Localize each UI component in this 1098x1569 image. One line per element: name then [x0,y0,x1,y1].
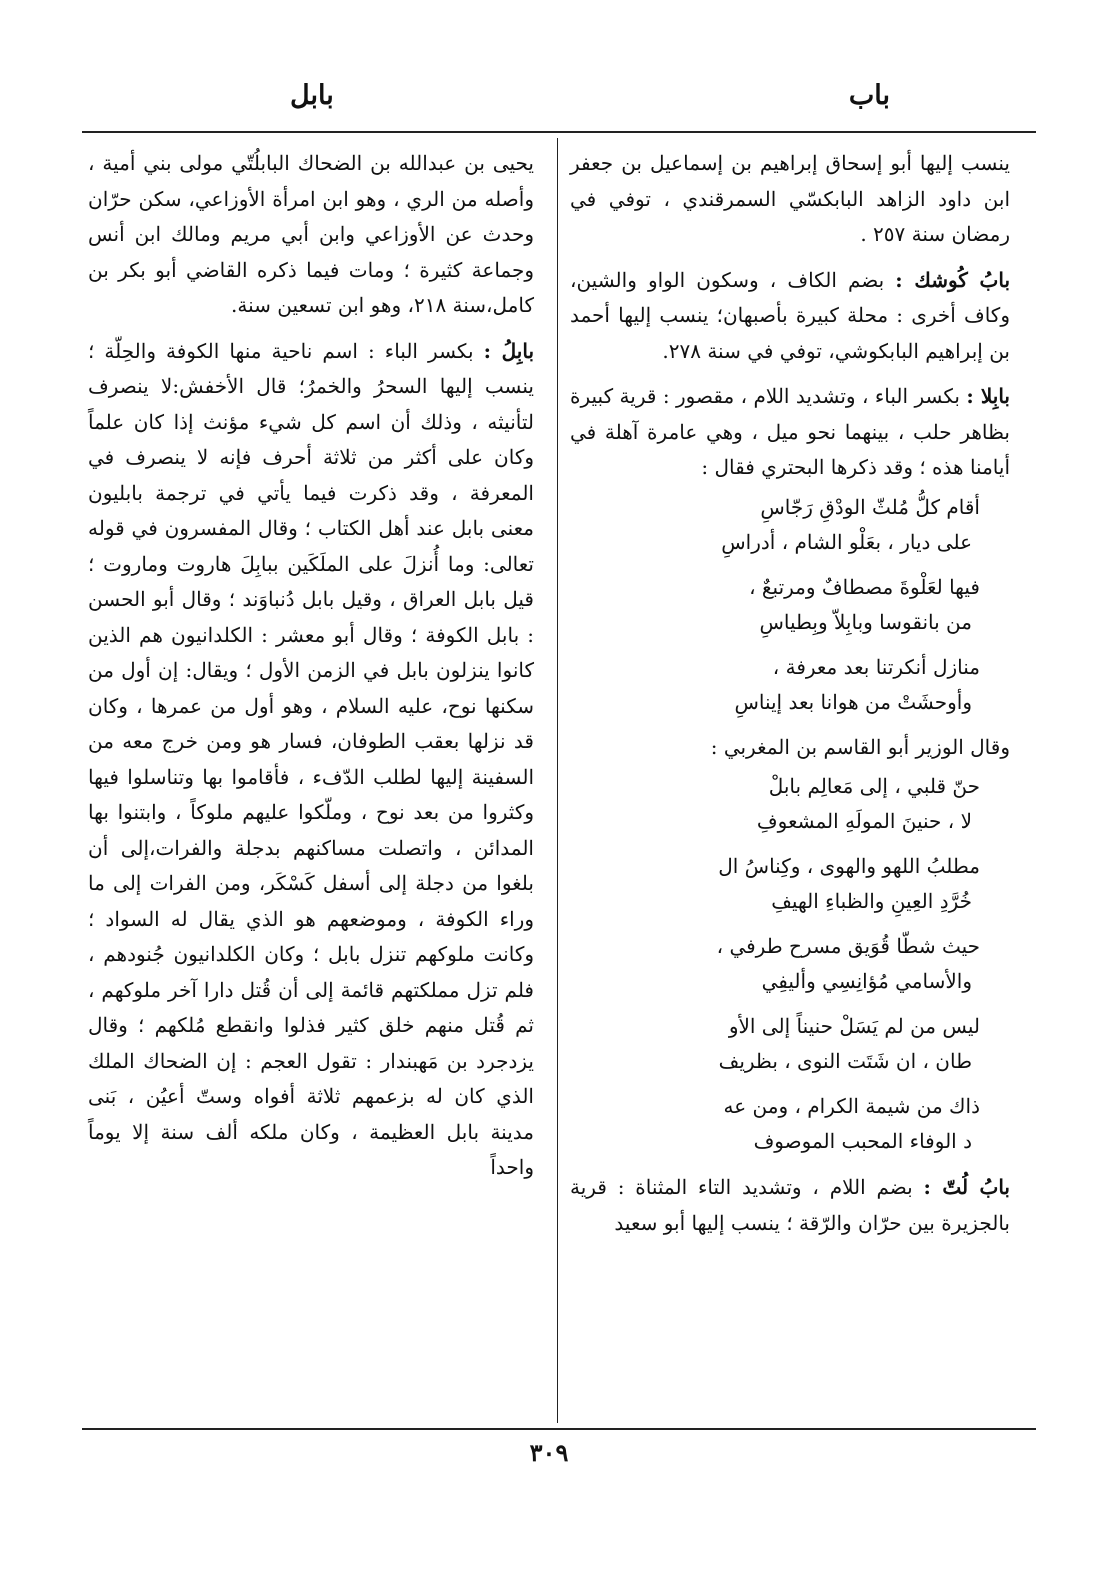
hemistich: حنّ قلبي ، إلى مَعالِم بابلْ [768,774,980,798]
top-rule [82,131,1036,133]
verse [570,490,980,560]
entry-bab-kushk [570,262,1010,370]
hemistich: طان ، ان شَتَت النوى ، بظريف [718,1049,972,1073]
running-head-right: باب [848,80,890,111]
hemistich: ليس من لم يَسَلْ حنيناً إلى الأو [728,1014,980,1038]
hemistich: منازل أنكرتنا بعد معرفة ، [772,654,980,679]
hemistich: د الوفاء المحبب الموصوف [753,1129,972,1153]
entry-text: بكسر الباء : اسم ناحية منها الكوفة والحِلّة ؛ ينسب إليها السحرُ والخمرُ؛ قال الأخفش:لا ينصرف لتأنيثه ، وذلك أن اسم كل شيء مؤنث إذا كان علماً وكان على أكثر من ثلاثة أحرف فإنه لا ينصرف في المعرفة ، وقد ذكرت فيما يأتي في ترجمة بابليون معنى بابل عند أهل الكتاب ؛ وقال المفسرون في قوله تعالى: وما أُنزلَ على الملَكَين ببابِلَ هاروت وماروت ؛ قيل بابل العراق ، وقيل بابل دُنباوَند ؛ وقال أبو الحسن : بابل الكوفة ؛ وقال أبو معشر : الكلدانيون هم الذين كانوا ينزلون بابل في الزمن الأول ؛ ويقال: إن أول من سكنها نوح، عليه السلام ، وهو أول من عمرها ، وكان قد نزلها بعقب الطوفان، فسار هو ومن خرج معه من السفينة إليها لطلب الدّفء ، فأقاموا بها وتناسلوا فيها وكثروا من بعد نوح ، وملّكوا عليهم ملوكاً ، وابتنوا بها المدائن ، واتصلت مساكنهم بدجلة والفرات،إلى أن بلغوا من دجلة إلى أسفل كَسْكَر، ومن الفرات إلى ما وراء الكوفة ، وموضعهم هو الذي يقال له السواد ؛ وكانت ملوكهم تنزل بابل ؛ وكان الكلدانيون جُنودهم ، فلم تزل مملكتهم قائمة إلى أن قُتل دارا آخر ملوكهم ، ثم قُتل منهم خلق كثير فذلوا وانقطع مُلكهم ؛ وقال يزدجرد بن مَهبندار : تقول العجم : إن الضحاك الملك الذي كان له بزعمهم ثلاثة أفواه وستّ أعيُن ، بَنى مدينة بابل العظيمة ، وكان ملكه ألف سنة إلا يوماً واحداً [88,338,535,1179]
verse [570,1009,980,1079]
page-number: ٣٠٩ [529,1438,569,1467]
verse [570,849,980,919]
right-column [570,146,1010,1241]
hemistich: حيث شطّا قُوَيق مسرح طرفي ، [716,934,980,958]
poem-intro: وقال الوزير أبو القاسم بن المغربي : [710,734,1010,759]
entry-babil [88,333,534,1186]
verse [570,570,980,640]
entry-headword: بابِلُ : [483,338,535,363]
hemistich: أقام كلُّ مُلثّ الودْقِ رَجّاسِ [760,494,980,519]
hemistich: والأسامي مُؤانِسِي وأليفِي [761,969,972,993]
verse [570,769,980,839]
running-head-left: بابل [290,80,334,111]
verse [570,1089,980,1159]
verse [570,650,980,720]
column-divider [557,138,558,1423]
poem-bohtori [570,490,1010,720]
entry-headword: بابُ كُوشك : [895,267,1011,292]
hemistich: فيها لعَلْوةَ مصطافٌ ومرتبعٌ ، [749,574,980,599]
entry-headword: بابُ لُتّ : [923,1175,1010,1199]
continuation-paragraph: ينسب إليها أبو إسحاق إبراهيم بن إسماعيل بن جعفر ابن داود الزاهد البابكسّي السمرقندي ، توفي في رمضان سنة ٢٥٧ . [570,151,1011,246]
continuation-paragraph: يحيى بن عبدالله بن الضحاك البابلُتّي مولى بني أمية ، وأصله من الري ، وهو ابن امرأة الأوزاعي، سكن حرّان وحدث عن الأوزاعي وابن أبي مريم ومالك ابن أنس وجماعة كثيرة ؛ ومات فيما ذكره القاضي أبو بكر بن كامل،سنة ٢١٨، وهو ابن تسعين سنة. [88,151,534,317]
hemistich: ذاك من شيمة الكرام ، ومن عه [723,1094,980,1118]
left-column [88,146,534,1186]
entry-babila [570,378,1010,486]
entry-text: بضم اللام ، وتشديد التاء المثناة : قرية بالجزيرة بين حرّان والرّقة ؛ ينسب إليها أبو سعيد [570,1175,1010,1235]
hemistich: من بانقوسا وبابِلاّ وبِطياسِ [759,609,972,634]
hemistich: على ديار ، بعَلْو الشام ، أدراسِ [721,529,972,554]
hemistich: لا ، حنينَ المولَهِ المشعوفِ [756,809,972,833]
entry-text: بضم الكاف ، وسكون الواو والشين، وكاف أخرى : محلة كبيرة بأصبهان؛ ينسب إليها أحمد بن إبراهيم البابكوشي، توفي في سنة ٢٧٨. [570,267,1010,363]
entry-bab-lutt [570,1169,1010,1241]
poem-maghribi [570,769,1010,1159]
hemistich: خُرَّدِ العِينِ والظباءِ الهيفِ [771,889,972,913]
entry-headword: بابِلا : [966,384,1010,408]
bottom-rule [82,1428,1036,1430]
entry-text: بكسر الباء ، وتشديد اللام ، مقصور : قرية كبيرة بظاهر حلب ، بينهما نحو ميل ، وهي عامرة آهلة في أيامنا هذه ؛ وقد ذكرها البحتري فقال : [570,384,1010,479]
hemistich: وأوحشَتْ من هوانا بعد إيناسِ [734,689,972,714]
hemistich: مطلبُ اللهو والهوى ، وكِناسُ ال [718,854,980,878]
verse [570,929,980,999]
